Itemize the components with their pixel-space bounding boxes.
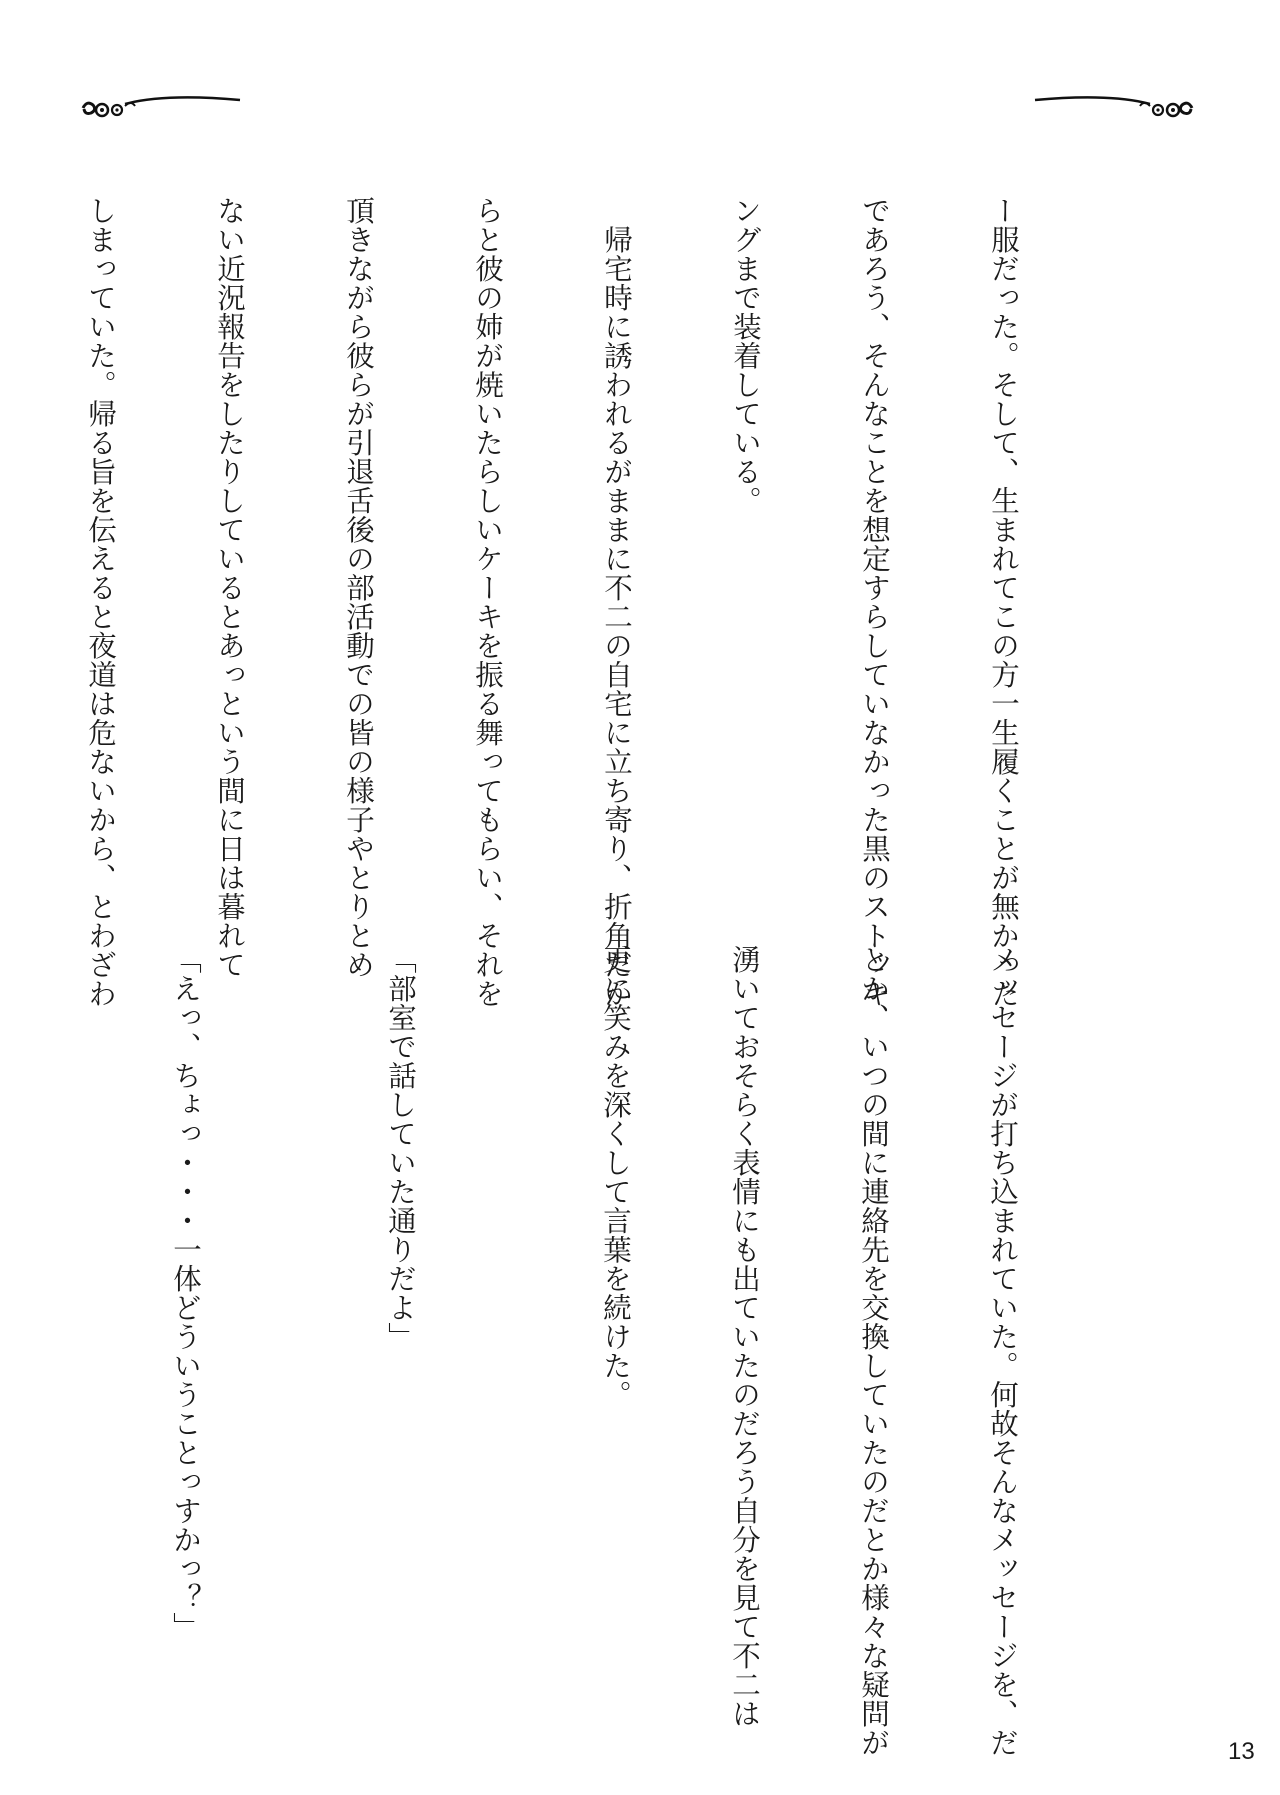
text-column: らと彼の姉が焼いたらしいケーキを振る舞ってもらい、それを bbox=[471, 196, 504, 1008]
text-column: ングまで装着している。 bbox=[729, 196, 762, 515]
top-text-block bbox=[84, 196, 1111, 1008]
bottom-text-block bbox=[169, 945, 1110, 1757]
page-number: 13 bbox=[1228, 1738, 1255, 1765]
text-column: 「部室で話していた通りだよ」 bbox=[384, 945, 417, 1351]
text-column: であろう、そんなことを想定すらしていなかった黒のストッキ bbox=[858, 196, 891, 1008]
scroll-flourish-icon bbox=[1030, 88, 1200, 128]
text-column: ない近況報告をしたりしているとあっという間に日は暮れて bbox=[213, 196, 246, 979]
text-column: 湧いておそらく表情にも出ていたのだろう自分を見て不二は bbox=[728, 945, 761, 1728]
text-column: メッセージが打ち込まれていた。何故そんなメッセージを、だ bbox=[986, 945, 1019, 1757]
text-column: しまっていた。帰る旨を伝えると夜道は危ないから、とわざわ bbox=[84, 196, 117, 1008]
text-column: ー服だった。そして、生まれてこの方一生履くことが無かった bbox=[987, 196, 1020, 1008]
text-column: 帰宅時に誘われるがままに不二の自宅に立ち寄り、折角だか bbox=[600, 196, 633, 1008]
text-column: 頂きながら彼らが引退舌後の部活動での皆の様子やとりとめ bbox=[342, 196, 375, 979]
text-column: 「えっ、ちょっ・・・一体どういうことっすかっ？」 bbox=[169, 945, 202, 1641]
scroll-flourish-icon bbox=[75, 88, 245, 128]
text-column: 更に笑みを深くして言葉を続けた。 bbox=[599, 945, 632, 1409]
text-column: とか、いつの間に連絡先を交換していたのだとか様々な疑問が bbox=[857, 945, 890, 1757]
